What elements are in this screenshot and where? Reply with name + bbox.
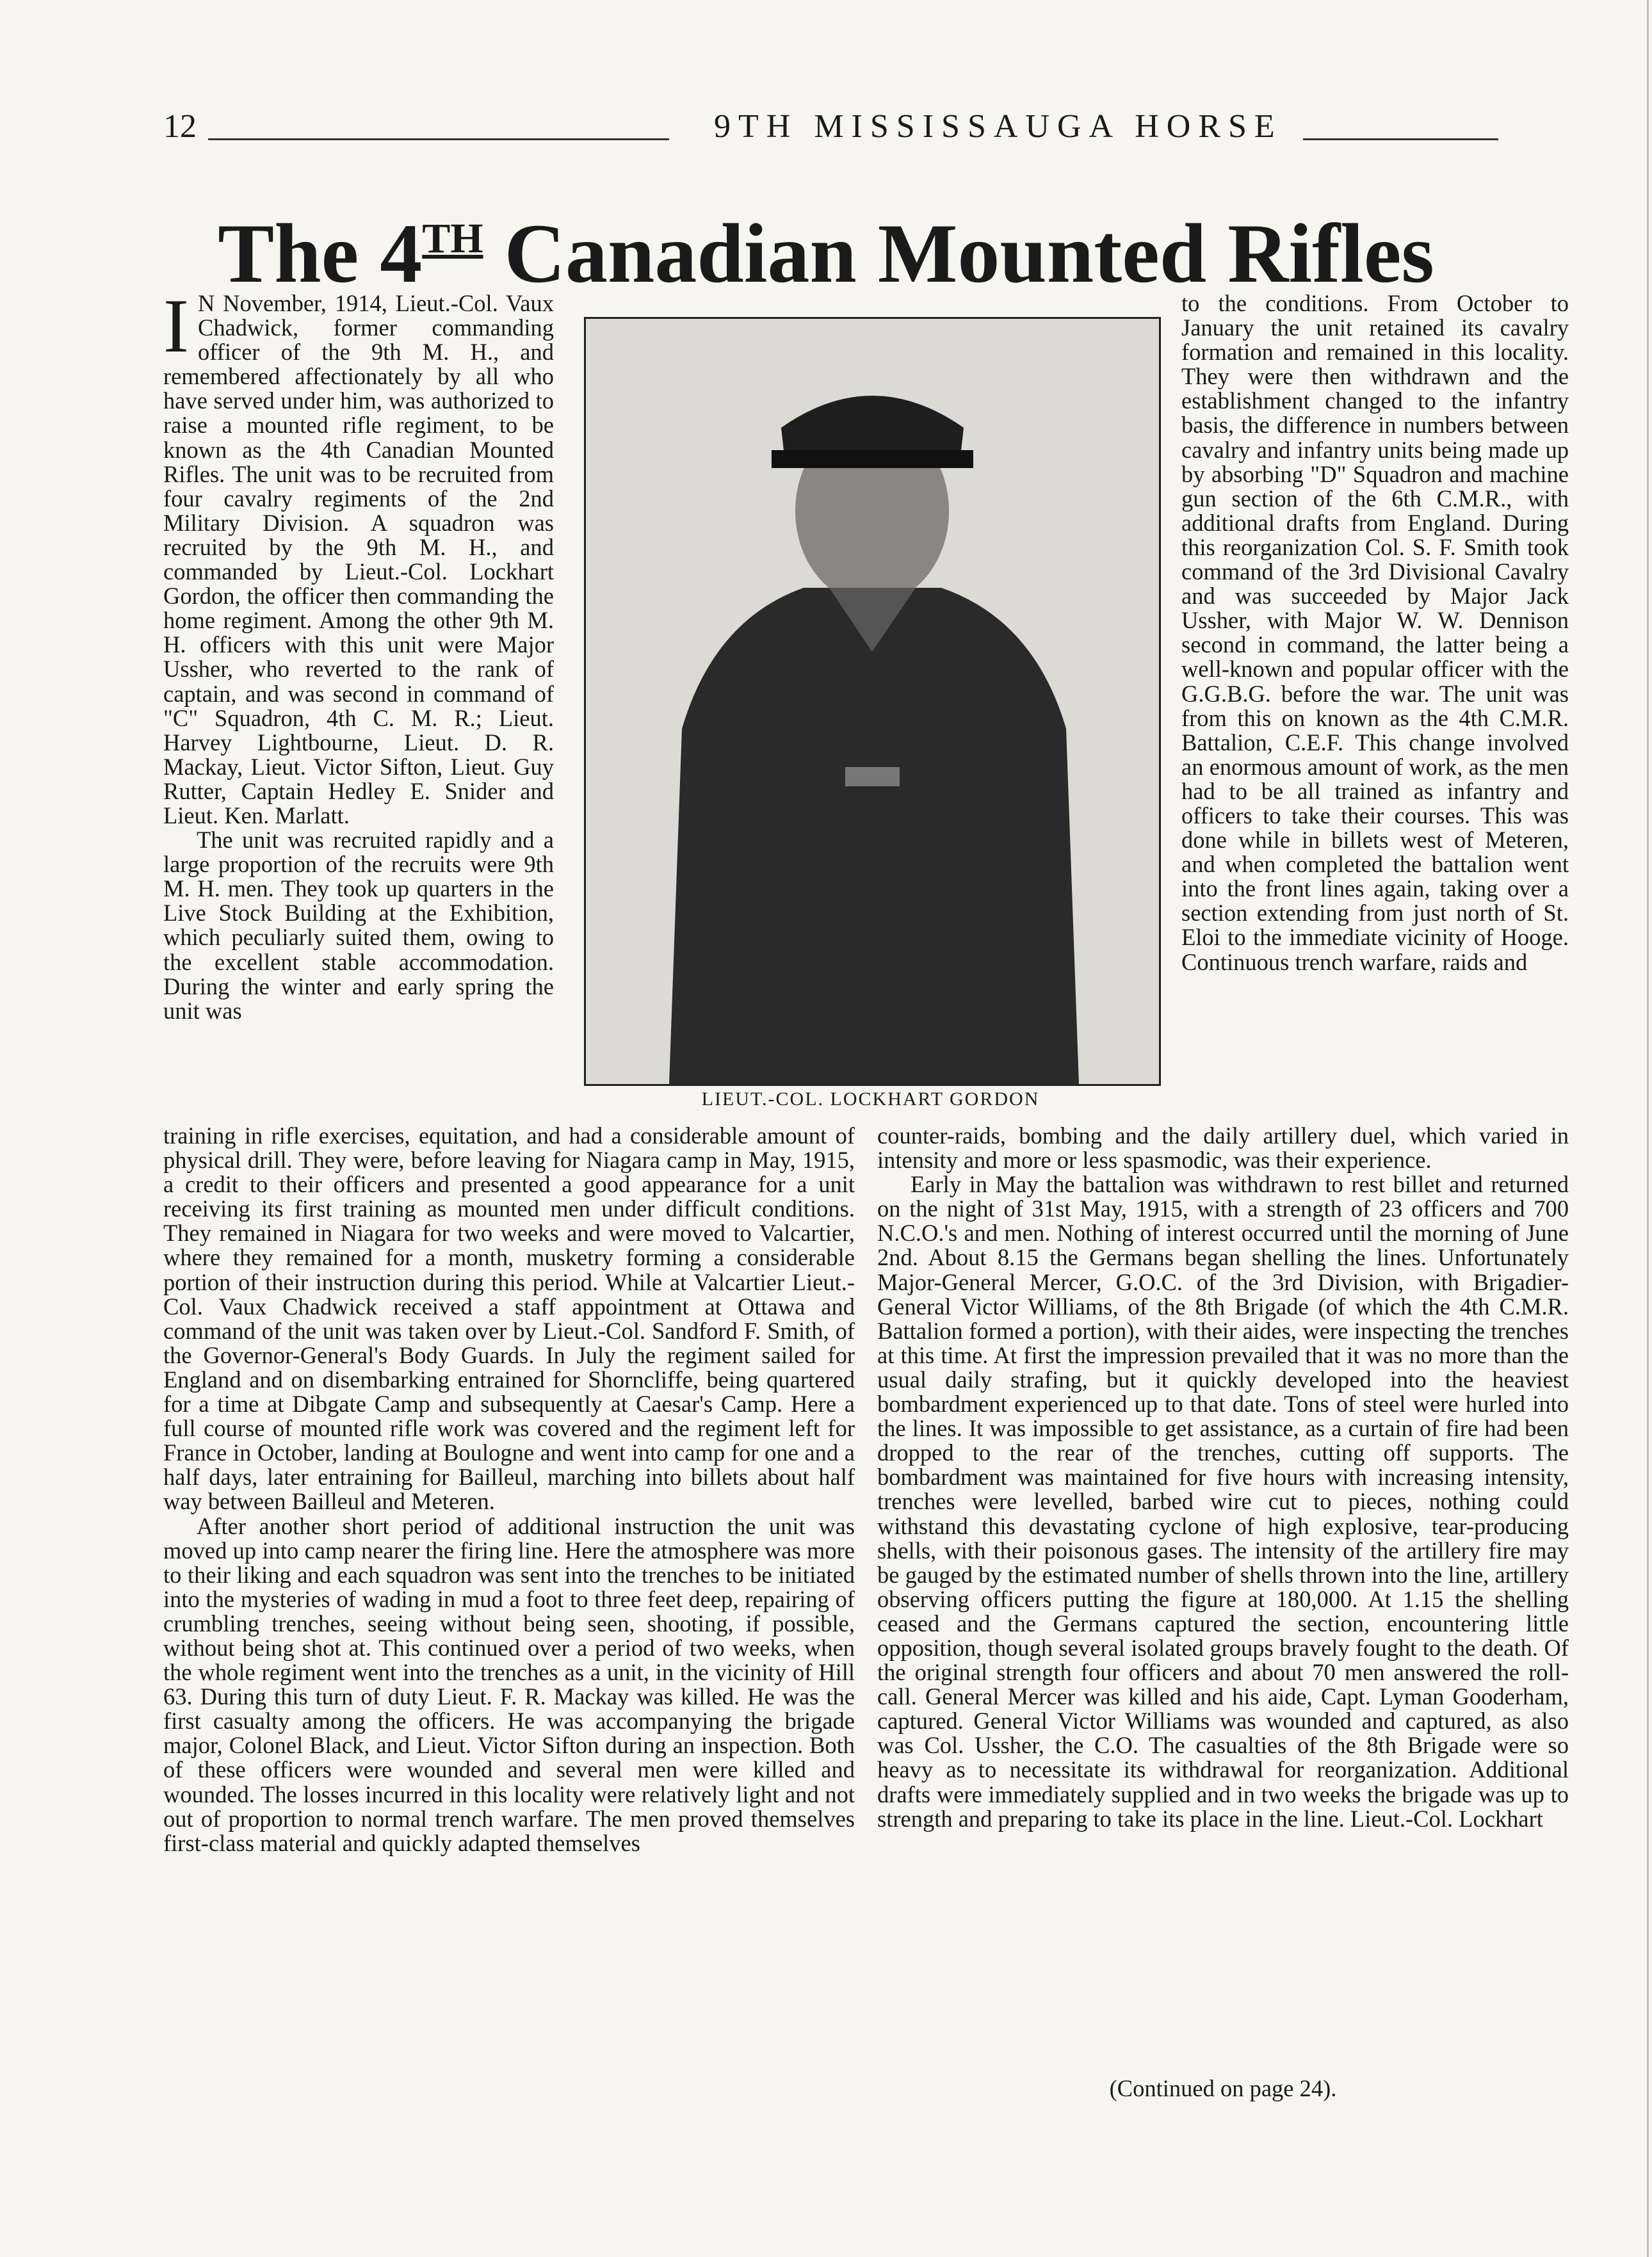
photo-caption: LIEUT.-COL. LOCKHART GORDON: [701, 1088, 1040, 1110]
paragraph-text: N November, 1914, Lieut.-Col. Vaux Chadwick, former commanding officer of the 9th M. H., and remembered affectionately by all who have served under him, was authorized to raise a mounted rifle regiment, to be known as the 4th Canadian Mounted Rifles. The unit was to be recruited from four cavalry regiments of the 2nd Military Division. A squadron was recruited by the 9th M. H., and commanded by Lieut.-Col. Lockhart Gordon, the officer then commanding the home regiment. Among the other 9th M. H. officers with this unit were Major Ussher, who reverted to the rank of captain, and was second in command of "C" Squadron, 4th C. M. R.; Lieut. Harvey Lightbourne, Lieut. D. R. Mackay, Lieut. Victor Sifton, Lieut. Guy Rutter, Captain Hedley E. Snider and Lieut. Ken. Marlatt.: [163, 291, 554, 829]
column-left-top: [163, 291, 554, 1124]
paragraph: The unit was recruited rapidly and a large proportion of the recruits were 9th M. H. men. They took up quarters in the Live Stock Building at the Exhibition, which peculiarly suited them, owing to the excellent stable accommodation. During the winter and early spring the unit was: [163, 827, 554, 1024]
paragraph: After another short period of additional instruction the unit was moved up into camp nearer the firing line. Here the atmosphere was more to their liking and each squadron was sent into the trenches to be initiated into the mysteries of wading in mud a foot to three feet deep, repairing of crumbling trenches, seeing without being seen, shooting, if possible, without being shot at. This continued over a period of two weeks, when the whole regiment went into the trenches as a unit, in the vicinity of Hill 63. During this turn of duty Lieut. F. R. Mackay was killed. He was the first casualty among the officers. He was accompanying the brigade major, Colonel Black, and Lieut. Victor Sifton during an inspection. Both of these officers were wounded and several men were killed and wounded. The losses incurred in this locality were relatively light and not out of proportion to normal trench warfare. The men proved themselves first-class material and quickly adapted themselves: [163, 1512, 855, 1856]
header-rule-left: [208, 138, 669, 140]
column-right-top: [1181, 291, 1569, 1124]
paragraph: [163, 291, 554, 828]
title-post: Canadian Mounted Rifles: [483, 206, 1434, 300]
page-edge: [1647, 0, 1649, 2257]
paragraph: training in rifle exercises, equitation, and had a considerable amount of physical drill. They were, before leaving for Niagara camp in May, 1915, a credit to their officers and presented a good appearance for a unit receiving its first training as mounted men under difficult conditions. They remained in Niagara for two weeks and were moved to Valcartier, where they remained for a month, musketry forming a considerable portion of their instruction during this period. While at Valcartier Lieut.-Col. Vaux Chadwick received a staff appointment at Ottawa and command of the unit was taken over by Lieut.-Col. Sandford F. Smith, of the Governor-General's Body Guards. In July the regiment sailed for England and on disembarking entrained for Shorncliffe, being quartered for a time at Dibgate Camp and subsequently at Caesar's Camp. Here a full course of mounted rifle work was covered and the regiment left for France in October, landing at Boulogne and went into camp for one and a half days, later entraining for Bailleul, marching into billets about half way between Bailleul and Meteren.: [163, 1124, 855, 1515]
portrait-photo: [584, 317, 1161, 1086]
page-number: 12: [163, 108, 197, 145]
title-sup: TH: [422, 215, 483, 262]
header-rule-right: [1303, 138, 1498, 140]
paragraph: to the conditions. From October to January the unit retained its cavalry formation and remained in this locality. They were then withdrawn and the establishment changed to the infantry basis, the difference in numbers between cavalry and infantry units being made up by absorbing "D" Squadron and machine gun section of the 6th C.M.R., with additional drafts from England. During this reorganization Col. S. F. Smith took command of the 3rd Divisional Cavalry and was succeeded by Major Jack Ussher, with Major W. W. Dennison second in command, the latter being a well-known and popular officer with the G.G.B.G. before the war. The unit was from this on known as the 4th C.M.R. Battalion, C.E.F. This change involved an enormous amount of work, as the men had to be all trained as infantry and officers to take their courses. This was done while in billets west of Meteren, and when completed the battalion went into the front lines again, taking over a section extending from just north of St. Eloi to the immediate vicinity of Hooge. Continuous trench warfare, raids and: [1181, 291, 1569, 975]
paragraph: counter-raids, bombing and the daily artillery duel, which varied in intensity and more or less spasmodic, was their experience.: [877, 1124, 1569, 1174]
portrait-figure-icon: [586, 319, 1159, 1084]
article-title: [0, 206, 1652, 300]
title-pre: The 4: [218, 206, 423, 300]
column-left-bottom: [163, 1124, 855, 2075]
running-header: [163, 108, 1498, 159]
masthead: 9TH MISSISSAUGA HORSE: [714, 108, 1283, 145]
paragraph: Early in May the battalion was withdrawn to rest billet and returned on the night of 31st May, 1915, with a strength of 23 officers and 700 N.C.O.'s and men. Nothing of interest occurred until the morning of June 2nd. About 8.15 the Germans began shelling the lines. Unfortunately Major-General Mercer, G.O.C. of the 3rd Division, with Brigadier-General Victor Williams, of the 8th Brigade (of which the 4th C.M.R. Battalion formed a portion), with their aides, were inspecting the trenches at this time. At first the impression prevailed that it was no more than the usual daily strafing, but it quickly developed into the heaviest bombardment experienced up to that date. Tons of steel were hurled into the lines. It was impossible to get assistance, as a curtain of fire had been dropped to the rear of the trenches, cutting off supports. The bombardment was maintained for five hours with increasing intensity, trenches were levelled, barbed wire cut to pieces, nothing could withstand this devastating cyclone of high explosive, tear-producing shells, with their poisonous gases. The intensity of the artillery fire may be gauged by the estimated number of shells thrown into the line, artillery observing officers putting the figure at 180,000. At 1.15 the shelling ceased and the Germans captured the section, encountering little opposition, though several isolated groups bravely fought to the death. Of the original strength four officers and about 70 men answered the roll-call. General Mercer was killed and his aide, Capt. Lyman Gooderham, captured. General Victor Williams was wounded and captured, as also was Col. Ussher, the C.O. The casualties of the 8th Brigade were so heavy as to necessitate its withdrawal for reorganization. Additional drafts were immediately supplied and in two weeks the brigade was up to strength and preparing to take its place in the line. Lieut.-Col. Lockhart: [877, 1171, 1569, 1832]
continued-note: (Continued on page 24).: [1109, 2075, 1337, 2101]
column-right-bottom: [877, 1124, 1569, 2075]
drop-cap: I: [163, 291, 189, 368]
